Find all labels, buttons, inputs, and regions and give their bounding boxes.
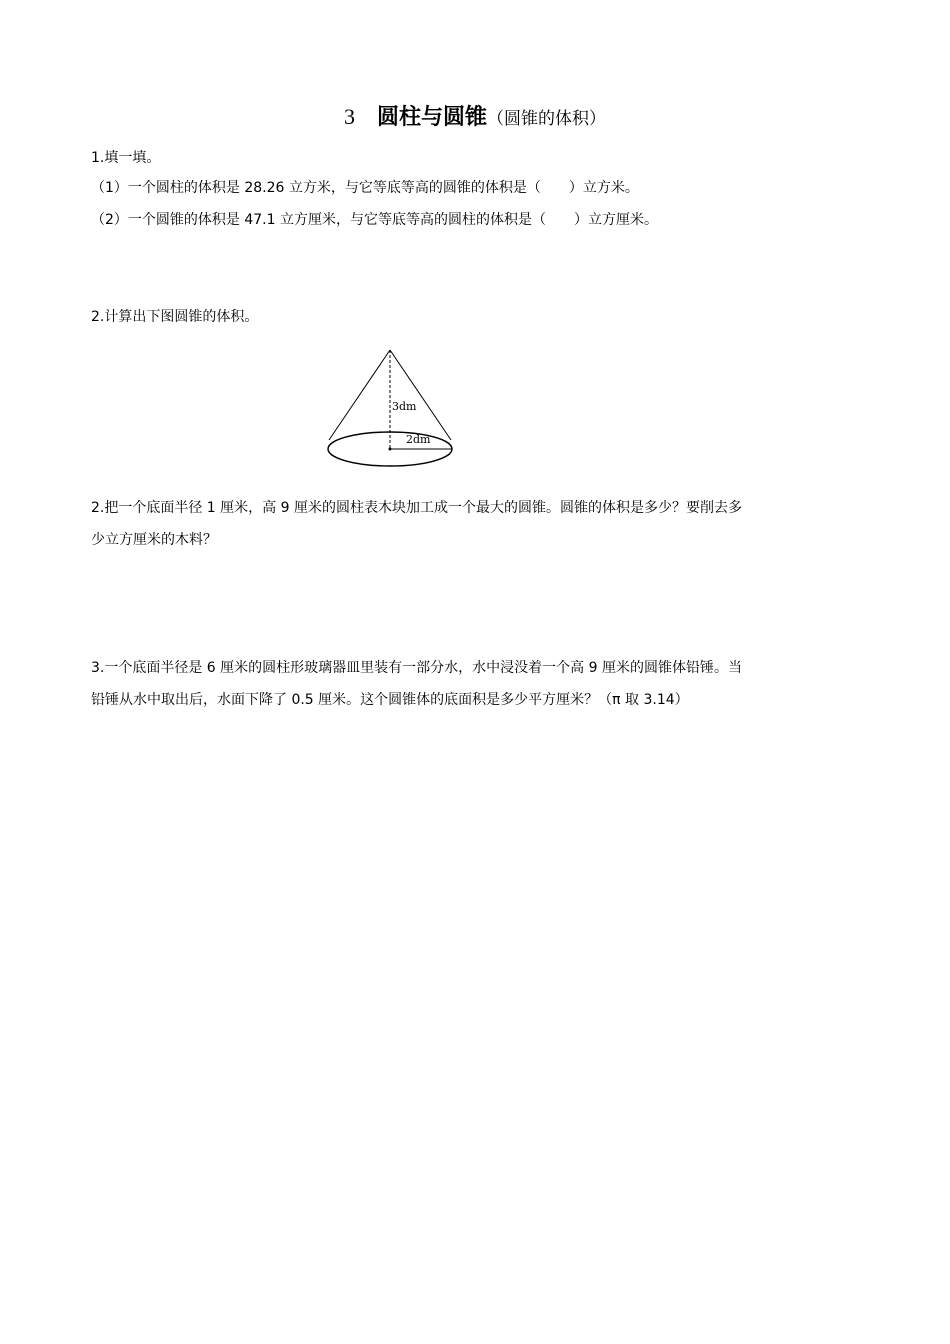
lesson-number: 3 — [343, 104, 355, 129]
question-1-item-2: （2）一个圆锥的体积是 47.1 立方厘米，与它等底等高的圆柱的体积是（ ）立方厘米。 — [91, 212, 658, 228]
question-2-heading: 2.计算出下图圆锥的体积。 — [91, 309, 259, 325]
question-4-line-1: 3.一个底面半径是 6 厘米的圆柱形玻璃器皿里装有一部分水，水中浸没着一个高 9 厘米的圆锥体铅锤。当 — [91, 660, 742, 676]
cone-center-point — [389, 448, 392, 451]
question-1-item-1: （1）一个圆柱的体积是 28.26 立方米，与它等底等高的圆锥的体积是（ ）立方米。 — [91, 180, 639, 196]
cone-left-edge — [329, 350, 390, 440]
question-3-line-2: 少立方厘米的木料？ — [91, 532, 217, 548]
cone-diagram — [320, 344, 470, 472]
page-title — [0, 100, 950, 131]
radius-label: 2dm — [406, 433, 431, 446]
cone-right-edge — [390, 350, 451, 440]
cone-figure — [320, 344, 470, 472]
question-1-heading: 1.填一填。 — [91, 150, 161, 166]
lesson-subtitle: （圆锥的体积） — [487, 109, 606, 129]
height-label: 3dm — [392, 400, 417, 413]
question-4-line-2: 铅锤从水中取出后，水面下降了 0.5 厘米。这个圆锥体的底面积是多少平方厘米？（π 取 3.14） — [91, 692, 689, 708]
lesson-title: 圆柱与圆锥 — [376, 105, 487, 130]
question-3-line-1: 2.把一个底面半径 1 厘米，高 9 厘米的圆柱表木块加工成一个最大的圆锥。圆锥的体积是多少？要削去多 — [91, 500, 742, 516]
